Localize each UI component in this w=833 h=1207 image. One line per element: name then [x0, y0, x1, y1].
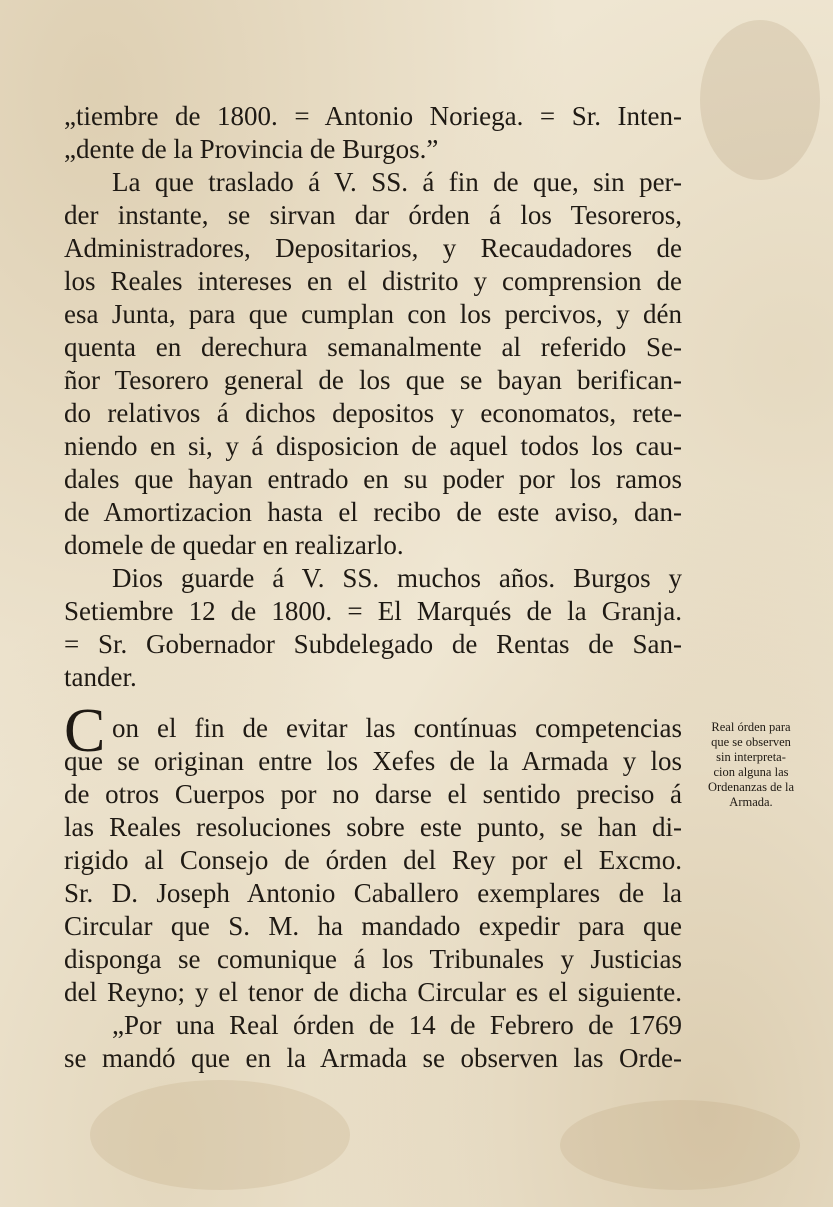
text-line: esa Junta, para que cumplan con los percivos, y dén [64, 299, 682, 329]
margin-note-line: que se observen [711, 735, 791, 749]
text-line: dales que hayan entrado en su poder por los ramos [64, 464, 682, 494]
text-line: „dente de la Provincia de Burgos.” [64, 134, 439, 164]
text-line: los Reales intereses en el distrito y comprension de [64, 266, 682, 296]
text-line: tander. [64, 662, 137, 692]
text-line: „tiembre de 1800. = Antonio Noriega. = Sr. Inten- [64, 101, 682, 131]
text-line: las Reales resoluciones sobre este punto, se han di- [64, 812, 682, 842]
text-line: que se originan entre los Xefes de la Armada y los [64, 746, 682, 776]
text-line: Circular que S. M. ha mandado expedir para que [64, 911, 682, 941]
text-block-letter [64, 100, 682, 694]
text-line: se mandó que en la Armada se observen las Orde- [64, 1043, 682, 1073]
margin-note-line: sin interpreta- [716, 750, 786, 764]
text-line: do relativos á dichos depositos y economatos, rete- [64, 398, 682, 428]
margin-note-line: cion alguna las [713, 765, 789, 779]
margin-note-line: Armada. [729, 795, 773, 809]
text-line: La que traslado á V. SS. á fin de que, sin per- [112, 167, 682, 197]
paper-stain [560, 1100, 800, 1190]
text-line: Administradores, Depositarios, y Recaudadores de [64, 233, 682, 263]
text-line: rigido al Consejo de órden del Rey por el Excmo. [64, 845, 682, 875]
text-line: disponga se comunique á los Tribunales y Justicias [64, 944, 682, 974]
paper-stain [90, 1080, 350, 1190]
text-line: niendo en si, y á disposicion de aquel todos los cau- [64, 431, 682, 461]
text-line: Dios guarde á V. SS. muchos años. Burgos y [112, 563, 682, 593]
drop-cap: C [64, 697, 106, 765]
paper-stain [700, 20, 820, 180]
text-line: quenta en derechura semanalmente al referido Se- [64, 332, 682, 362]
text-line: domele de quedar en realizarlo. [64, 530, 404, 560]
text-line: del Reyno; y el tenor de dicha Circular es el siguiente. [64, 977, 682, 1007]
text-block-circular [64, 712, 682, 1075]
text-line: de otros Cuerpos por no darse el sentido preciso á [64, 779, 682, 809]
text-line: de Amortizacion hasta el recibo de este aviso, dan- [64, 497, 682, 527]
text-line: = Sr. Gobernador Subdelegado de Rentas de San- [64, 629, 682, 659]
text-line: „Por una Real órden de 14 de Febrero de 1769 [112, 1010, 682, 1040]
text-line: on el fin de evitar las contínuas competencias [112, 713, 682, 743]
margin-note-line: Ordenanzas de la [707, 780, 795, 794]
text-line: ñor Tesorero general de los que se bayan berifican- [64, 365, 682, 395]
text-line: Setiembre 12 de 1800. = El Marqués de la Granja. [64, 596, 682, 626]
margin-note [688, 720, 814, 810]
text-line: Sr. D. Joseph Antonio Caballero exemplares de la [64, 878, 682, 908]
margin-note-line: Real órden para [711, 720, 791, 734]
text-line: der instante, se sirvan dar órden á los Tesoreros, [64, 200, 682, 230]
